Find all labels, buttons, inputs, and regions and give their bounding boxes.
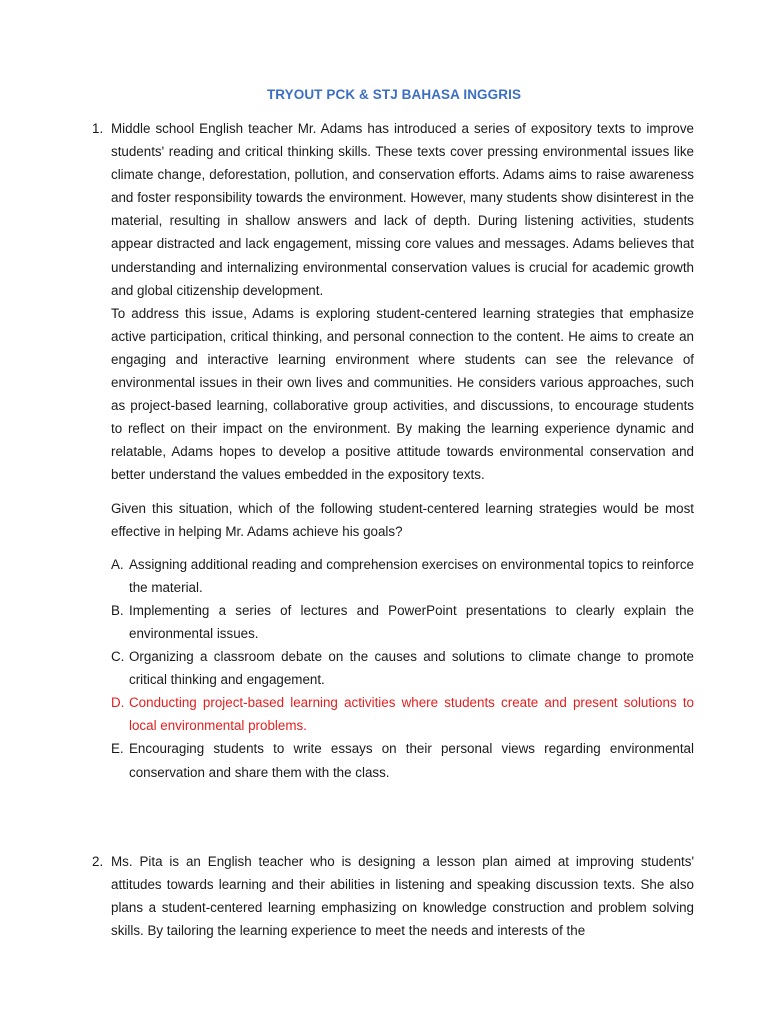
option-b xyxy=(111,599,694,645)
option-a xyxy=(111,553,694,599)
question-paragraph: Middle school English teacher Mr. Adams has introduced a series of expository texts to improve students' reading and critical thinking skills. These texts cover pressing environmental issues like climate change, deforestation, pollution, and conservation efforts. Adams aims to raise awareness and foster responsibility towards the environment. However, many students show disinterest in the material, resulting in shallow answers and lack of depth. During listening activities, students appear distracted and lack engagement, missing core values and messages. Adams believes that understanding and internalizing environmental conservation values is crucial for academic growth and global citizenship development. xyxy=(111,121,694,298)
option-text: Assigning additional reading and comprehension exercises on environmental topics to reinforce the material. xyxy=(129,556,694,595)
question-paragraph: To address this issue, Adams is exploring student-centered learning strategies that emphasize active participation, critical thinking, and personal connection to the content. He aims to create an engaging and interactive learning environment where students can see the relevance of environmental issues in their own lives and communities. He considers various approaches, such as project-based learning, collaborative group activities, and discussions, to encourage students to reflect on their impact on the environment. By making the learning experience dynamic and relatable, Adams hopes to develop a positive attitude towards environmental conservation and better understand the values embedded in the expository texts. xyxy=(111,305,694,483)
document-title: TRYOUT PCK & STJ BAHASA INGGRIS xyxy=(266,87,522,102)
question-number: 2. xyxy=(92,854,104,869)
option-letter: A. xyxy=(111,556,124,572)
option-text: Encouraging students to write essays on their personal views regarding environmental conservation and share them with the class. xyxy=(129,741,694,780)
option-c xyxy=(111,645,694,691)
option-letter: B. xyxy=(111,602,124,618)
option-d-correct-answer xyxy=(111,691,694,737)
option-e xyxy=(111,737,694,783)
question-number: 1. xyxy=(92,121,104,136)
option-text: Implementing a series of lectures and PowerPoint presentations to clearly explain the environmental issues. xyxy=(129,602,694,641)
question-paragraph: Ms. Pita is an English teacher who is designing a lesson plan aimed at improving students' attitudes towards learning and their abilities in listening and speaking discussion texts. She also plans a student-centered learning emphasizing on knowledge construction and problem solving skills. By tailoring the learning experience to meet the needs and interests of the xyxy=(111,854,694,939)
answer-options xyxy=(111,553,694,784)
option-text: Conducting project-based learning activities where students create and present solutions to local environmental problems. xyxy=(129,695,694,734)
option-text: Organizing a classroom debate on the causes and solutions to climate change to promote critical thinking and engagement. xyxy=(129,649,694,688)
question-body xyxy=(111,850,694,942)
option-letter: C. xyxy=(111,649,125,665)
question-body xyxy=(111,117,694,784)
option-letter: E. xyxy=(111,741,124,757)
question-prompt: Given this situation, which of the following student-centered learning strategies would be most effective in helping Mr. Adams achieve his goals? xyxy=(111,500,694,539)
question-2 xyxy=(0,850,768,942)
option-letter: D. xyxy=(111,695,125,711)
question-1 xyxy=(0,117,768,784)
